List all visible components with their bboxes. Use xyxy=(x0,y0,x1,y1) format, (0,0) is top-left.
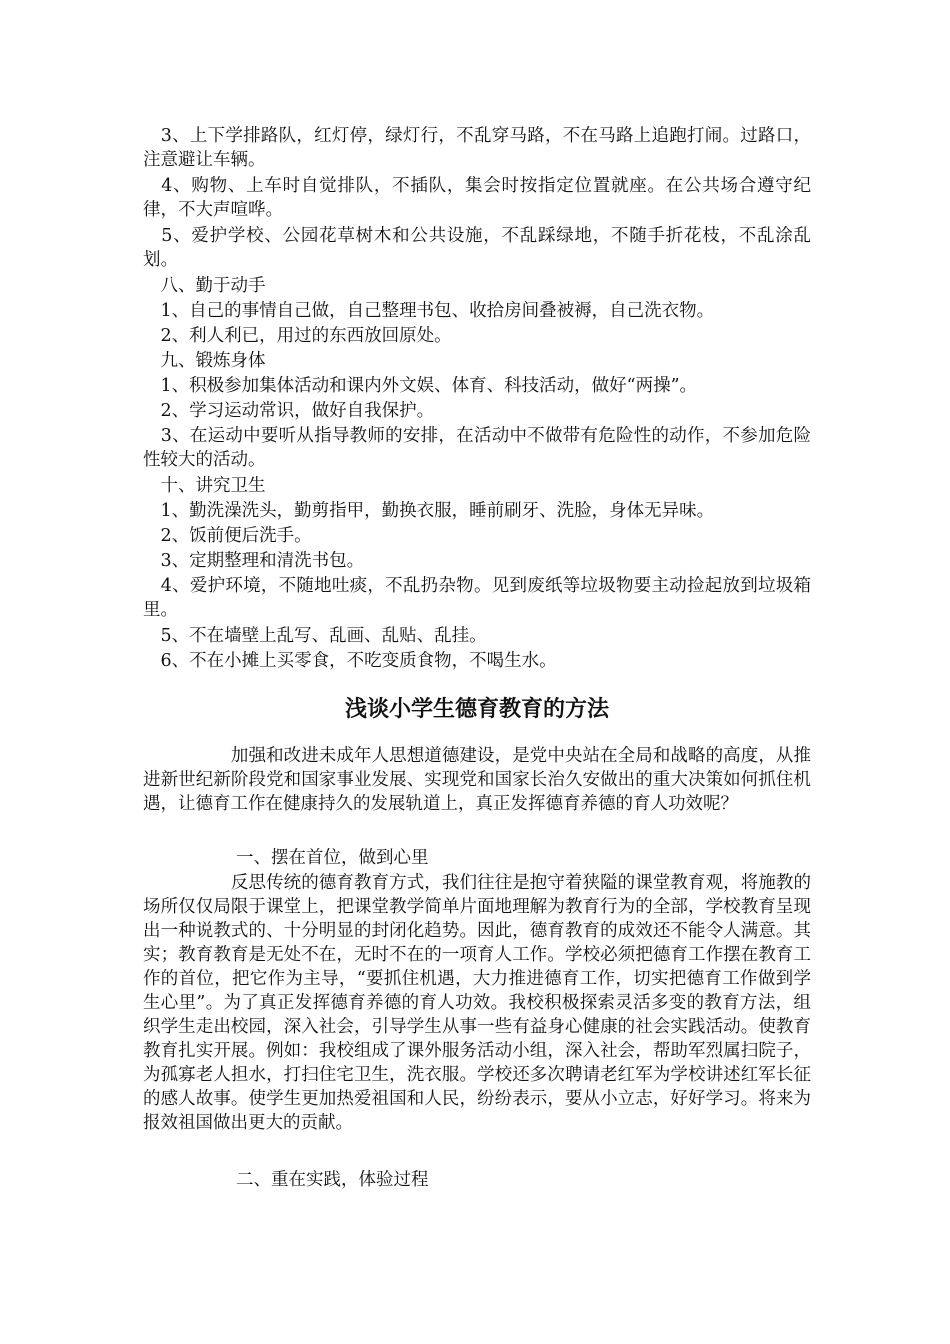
paragraph-rule-10-4: 4、爱护环境，不随地吐痰，不乱扔杂物。见到废纸等垃圾物要主动捡起放到垃圾箱里。 xyxy=(143,576,811,620)
paragraph-rule-10-5: 5、不在墙壁上乱写、乱画、乱贴、乱挂。 xyxy=(143,626,487,646)
section-heading-10: 十、讲究卫生 xyxy=(143,476,266,496)
paragraph-rule-9-3: 3、在运动中要听从指导教师的安排，在活动中不做带有危险性的动作，不参加危险性较大的活动。 xyxy=(143,426,811,470)
paragraph-rule-10-6: 6、不在小摊上买零食，不吃变质食物，不喝生水。 xyxy=(143,651,557,671)
paragraph-rule-10-3: 3、定期整理和清洗书包。 xyxy=(143,551,365,571)
paragraph-rule-9-1: 1、积极参加集体活动和课内外文娱、体育、科技活动，做好“两操”。 xyxy=(143,376,698,396)
section-heading-9: 九、锻炼身体 xyxy=(143,351,266,371)
subheading-2: 二、重在实践，体验过程 xyxy=(143,1170,429,1190)
section-heading-8: 八、勤于动手 xyxy=(143,276,266,296)
paragraph-section-1: 反思传统的德育教育方式，我们往往是抱守着狭隘的课堂教育观，将施教的场所仅仅局限于课堂上，把课堂教学简单片面地理解为教育行为的全部，学校教育呈现出一种说教式的、十分明显的封闭化趋势。因此，德育教育的成效还不能令人满意。其实；教育教育是无处不在，无时不在的一项育人工作。学校必须把德育工作摆在教育工作的首位，把它作为主导，“要抓住机遇，大力推进德育工作，切实把德育工作做到学生心里”。为了真正发挥德育养德的育人功效。我校积极探索灵活多变的教育方法，组织学生走出校园，深入社会，引导学生从事一些有益身心健康的社会实践活动。使教育教育扎实开展。例如：我校组成了课外服务活动小组，深入社会，帮助军烈属扫院子，为孤寡老人担水，打扫住宅卫生，洗衣服。学校还多次聘请老红军为学校讲述红军长征的感人故事。使学生更加热爱祖国和人民，纷纷表示，要从小立志，好好学习。将来为报效祖国做出更大的贡献。 xyxy=(143,873,811,1133)
paragraph-rule-7-4: 4、购物、上车时自觉排队，不插队，集会时按指定位置就座。在公共场合遵守纪律，不大声喧哗。 xyxy=(143,176,811,220)
paragraph-rule-9-2: 2、学习运动常识，做好自我保护。 xyxy=(143,401,435,421)
article-title: 浅谈小学生德育教育的方法 xyxy=(344,697,609,722)
paragraph-rule-7-5: 5、爱护学校、公园花草树木和公共设施，不乱踩绿地，不随手折花枝，不乱涂乱划。 xyxy=(143,226,811,270)
paragraph-rule-8-2: 2、利人利已，用过的东西放回原处。 xyxy=(143,326,452,346)
paragraph-rule-7-3: 3、上下学排路队，红灯停，绿灯行，不乱穿马路，不在马路上追跑打闹。过路口，注意避让车辆。 xyxy=(143,126,811,170)
paragraph-rule-10-2: 2、饭前便后洗手。 xyxy=(143,526,312,546)
paragraph-rule-10-1: 1、勤洗澡洗头，勤剪指甲，勤换衣服，睡前刷牙、洗脸，身体无异味。 xyxy=(143,501,715,521)
paragraph-rule-8-1: 1、自己的事情自己做，自己整理书包、收拾房间叠被褥，自己洗衣物。 xyxy=(143,301,715,321)
subheading-1: 一、摆在首位，做到心里 xyxy=(143,848,429,868)
paragraph-intro: 加强和改进未成年人思想道德建设，是党中央站在全局和战略的高度，从推进新世纪新阶段党和国家事业发展、实现党和国家长治久安做出的重大决策如何抓住机遇，让德育工作在健康持久的发展轨道上，真正发挥德育养德的育人功效呢？ xyxy=(143,746,811,814)
